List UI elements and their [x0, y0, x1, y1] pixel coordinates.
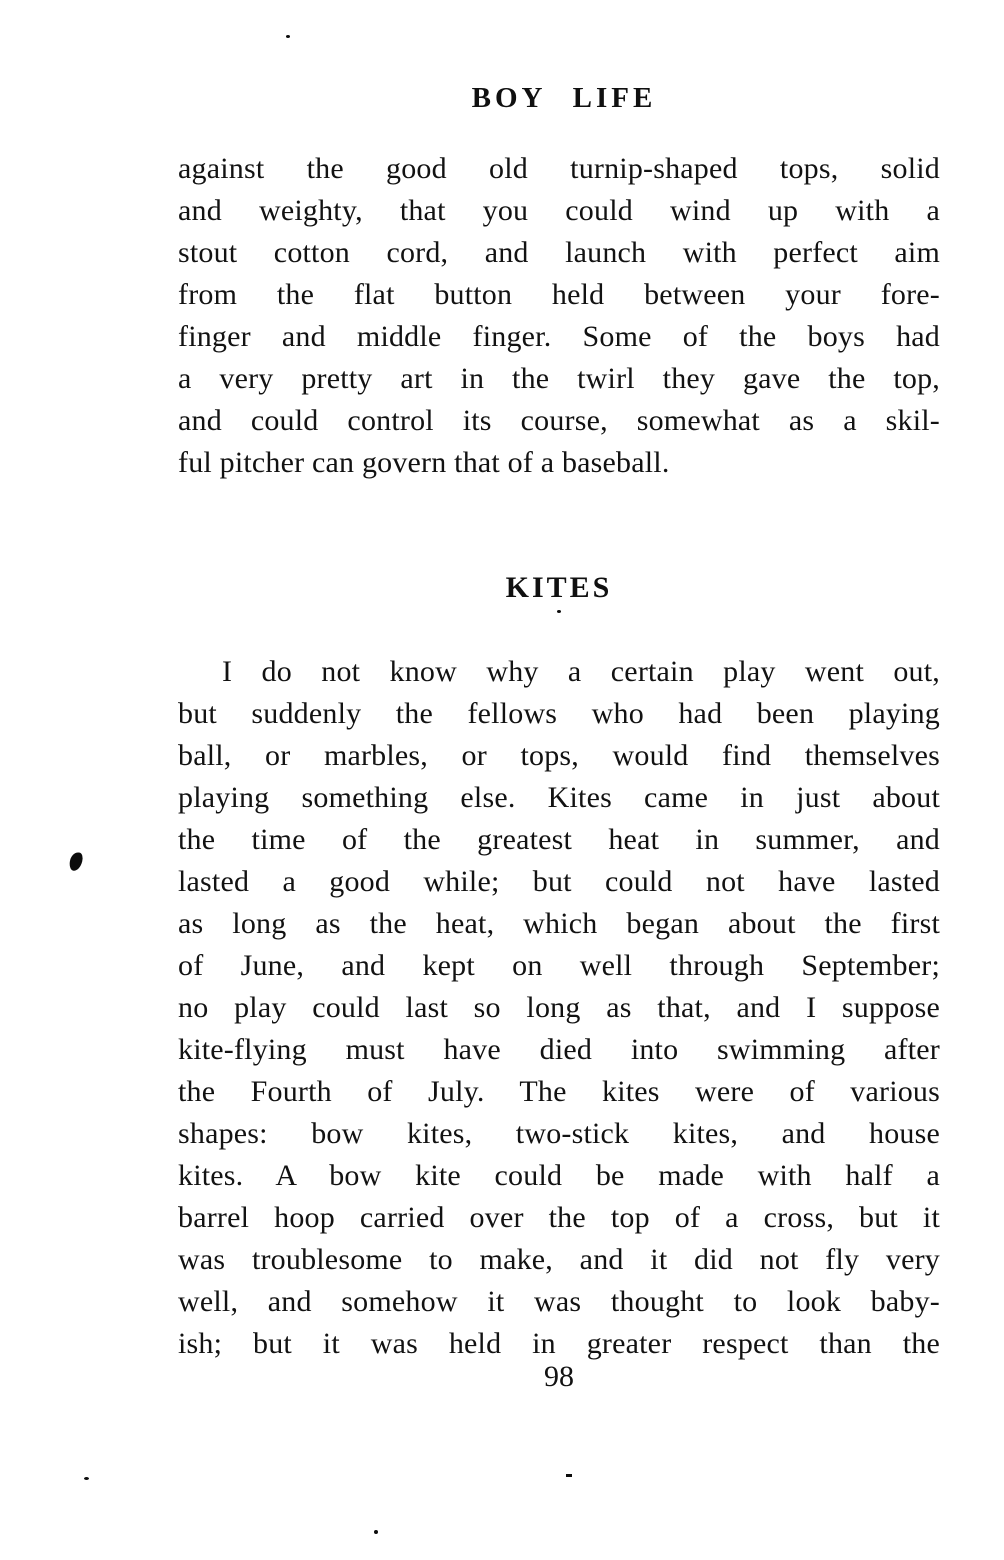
section-heading-kites: KITES: [505, 571, 613, 604]
text-line: and could control its course, somewhat as a skil-: [178, 404, 940, 437]
text-line: playing something else. Kites came in just about: [178, 781, 940, 814]
text-line: lasted a good while; but could not have lasted: [178, 865, 940, 898]
text-line: ball, or marbles, or tops, would find themselves: [178, 739, 940, 772]
text-line: a very pretty art in the twirl they gave the top,: [178, 362, 940, 395]
ink-speck-bottom-lower: [374, 1530, 378, 1534]
text-line: barrel hoop carried over the top of a cross, but it: [178, 1201, 940, 1234]
text-line: the time of the greatest heat in summer, and: [178, 823, 940, 856]
text-line: ish; but it was held in greater respect than the: [178, 1327, 940, 1360]
text-line: against the good old turnip-shaped tops, solid: [178, 152, 940, 185]
text-line: well, and somehow it was thought to look baby-: [178, 1285, 940, 1318]
ink-speck-bottom-center: [566, 1474, 572, 1477]
text-line: I do not know why a certain play went out,: [222, 655, 940, 688]
ink-blob-left-margin: [68, 851, 84, 872]
text-line: from the flat button held between your fore-: [178, 278, 940, 311]
paragraph-tops: [178, 148, 940, 484]
text-line: kites. A bow kite could be made with half a: [178, 1159, 940, 1192]
ink-speck-under-heading: [557, 610, 561, 613]
text-line: and weighty, that you could wind up with a: [178, 194, 940, 227]
text-line: ful pitcher can govern that of a baseball.: [178, 446, 670, 479]
ink-speck-top: [286, 35, 290, 38]
text-line: the Fourth of July. The kites were of various: [178, 1075, 940, 1108]
text-line: was troublesome to make, and it did not fly very: [178, 1243, 940, 1276]
text-line: kite-flying must have died into swimming after: [178, 1033, 940, 1066]
paragraph-kites: [178, 651, 940, 1365]
text-line: finger and middle finger. Some of the boys had: [178, 320, 940, 353]
text-line: stout cotton cord, and launch with perfect aim: [178, 236, 940, 269]
running-header: BOY LIFE: [471, 82, 657, 114]
text-line: as long as the heat, which began about the first: [178, 907, 940, 940]
text-line: shapes: bow kites, two-stick kites, and house: [178, 1117, 940, 1150]
ink-speck-bottom-left: [84, 1477, 89, 1480]
text-line: no play could last so long as that, and I suppose: [178, 991, 940, 1024]
text-line: but suddenly the fellows who had been playing: [178, 697, 940, 730]
page-number: 98: [544, 1360, 574, 1393]
text-line: of June, and kept on well through September;: [178, 949, 940, 982]
